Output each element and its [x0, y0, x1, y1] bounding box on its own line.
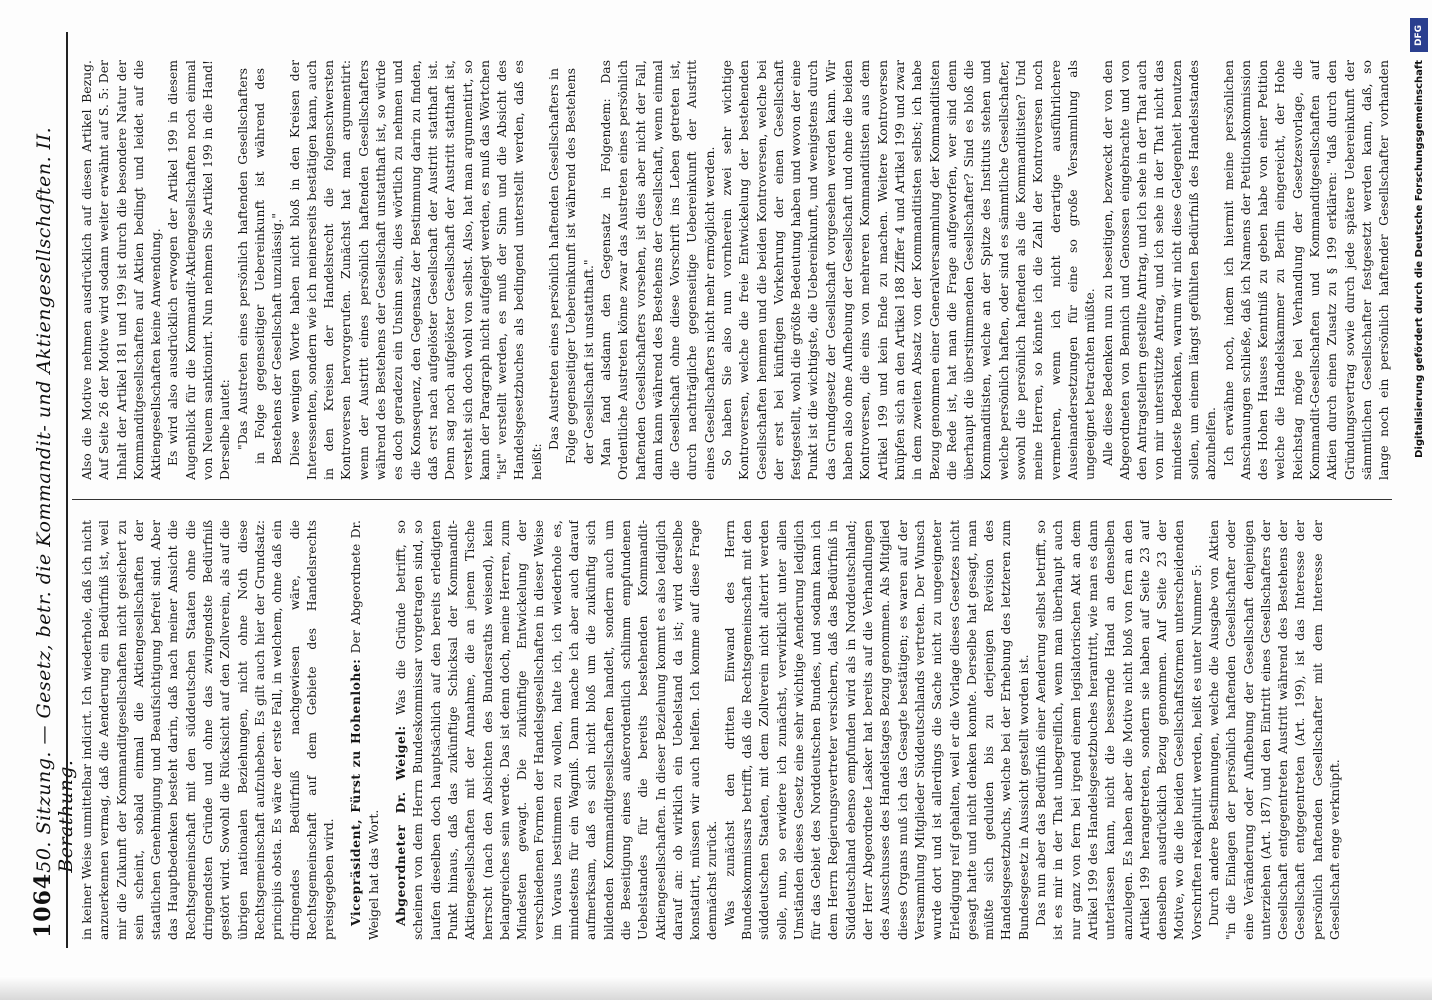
right-paragraph-6: Alle diese Bedenken nun zu beseitigen, bezweckt der von den Abgeordneten von Bennich und Genossen eingebrachte und von den Antragstellern gestellte Antrag, und ich sehe in der That auch von mir unterstützte Antrag, und ich sehe in der That nicht das mindeste Bedenken, warum wir nicht diese Gelegenheit benutzen sollen, um einem längst gefühlten Bedürfniß des Handelsstandes abzuhelfen. [1099, 60, 1219, 480]
running-head: 50. Sitzung. — Gesetz, betr. die Kommandit- und Aktiengesellschaften. II. Berathung. [33, 126, 77, 873]
right-paragraph-1: Also die Motive nehmen ausdrücklich auf diesen Artikel Bezug. Auf Seite 26 der Motive wird sodann weiter erwähnt auf S. 5: Der Inhalt der Artikel 181 und 199 ist durch die besondere Natur der Kommanditgesellschaften auf Aktien bedingt und leidet auf die Aktiengesellschaften keine Anwendung. [79, 60, 164, 480]
vicepresident-paragraph [347, 520, 382, 940]
left-paragraph-3: Was zunächst den dritten Einwand des Herrn Bundeskommissars betrifft, daß die Rechtsgemeinschaft mit den süddeutschen Staaten, mit dem Zollverein nicht alterirt werden solle, nun, so erwidere ich zunächst, verwirklicht unter allen Umständen dieses Gesetz eine sehr wichtige Aenderung lediglich für das Gebiet des Norddeutschen Bundes, und sodann kann ich dem Herrn Regierungsvertreter versichern, daß das Bedürfniß in Süddeutschland ebenso empfunden wird als in Norddeutschland; der Herr Abgeordnete Lasker hat bereits auf die Verhandlungen des Ausschusses des Handelstages Bezug genommen. Als Mitglied dieses Organs muß ich das Gesagte bestätigen; es waren auf der Versammlung Mitglieder Süddeutschlands vertreten. Der Wunsch wurde dort und ist allerdings die Sache nicht zu ungeeigneter Erledigung reif gehalten, weil er die Vorlage dieses Gesetzes nicht gesagt hatte und nicht denken konnte. Derselbe hat gesagt, man müßte sich gedulden bis zu derjenigen Revision des Handelsgesetzbuchs, welche bei der Erhebung des letzteren zum Bundesgesetz in Aussicht gestellt worden ist. [721, 520, 1031, 940]
weigel-paragraph [392, 520, 721, 940]
right-quote-2: Das Austreten eines persönlich haftenden Gesellschafters in Folge gegenseitiger Uebereinkunft ist während des Bestehens der Gesellschaft ist unstatthaft." [546, 68, 596, 464]
right-paragraph-2: Es wird also ausdrücklich erwogen der Artikel 199 in diesem Augenblick für die Kommandit-Aktiengesellschaften noch einmal von Neuem sanktionirt. Nun nehmen Sie Artikel 199 in die Hand! Derselbe lautet: [165, 60, 233, 480]
right-column [78, 60, 1392, 480]
right-paragraph-5: So haben Sie also nun vornherein zwei sehr wichtige Kontroversen, welche die freie Entwickelung der bestehenden Gesellschaften hemmen und die beiden Kontroversen, welche bei der erst bei künftigen Vorkehrung der einen Gesellschaft festgestellt, wohl die größte Bedeutung haben und wovon der eine Punkt ist die wichtigste, die Uebereinkunft, und wenigstens durch das Grundgesetz der Gesellschaft vorgesehen werden kann. Wir haben also ohne Aufhebung der Gesellschaft und ohne die beiden Kontroversen, die eins von mehreren Kommanditisten aus dem Artikel 199 und kein Ende zu machen. Weitere Kontroversen knüpfen sich an den Artikel 188 Ziffer 4 und Artikel 199 und zwar in dem zweiten Absatz von der Kommanditisten selbst; ich habe Bezug genommen einer Generalversammlung der Kommanditisten die Rede ist, hat man die Frage aufgeworfen, wer sind denn überhaupt die überstimmenden Gesellschafter? Sind es bloß die Kommanditisten, welche an der Spitze des Instituts stehen und welche persönlich haften, oder sind es sämmtliche Gesellschafter, sowohl die persönlich haftenden als die Kommanditisten? Und meine Herren, so könnte ich die Zahl der Kontroversen noch vermehren, wenn ich nicht derartige ausführlichere Auseinandersetzungen für eine so große Versammlung als ungeeignet betrachten müßte. [718, 60, 1098, 480]
speaker-vicepresident: Vicepräsident, Fürst zu Hohenlohe: [348, 658, 364, 926]
left-paragraph-4: Das nun aber das Bedürfniß einer Aenderung selbst betrifft, so ist es mir in der That unbegreiflich, wenn man überhaupt auch nur ganz von fern bei irgend einem legislatorischen Akt an dem Artikel 199 des Handelsgesetzbuches herantritt, wie man es dann unterlassen kann, nicht die bessernde Hand an denselben anzulegen. Es haben aber die Motive nicht bloß von fern an den Artikel 199 herangetreten, sondern sie haben auf Seite 23 auf denselben ausdrücklich Bezug genommen. Auf Seite 23 der Motive, wo die die beiden Gesellschaftsformen unterscheidenden Vorschriften rekapitulirt werden, heißt es unter Nummer 5: [1033, 520, 1204, 940]
header-rule [66, 32, 68, 948]
scan-edge-shadow [0, 976, 1432, 1000]
weigel-text: Was die Gründe betrifft, so scheinen von dem Herrn Bundeskommissar vorgetragen sind, so laufen dieselben doch hauptsächlich auf den bereits erledigten Punkt hinaus, daß das zukünftige Schicksal der Kommandit-Aktiengesellschaften mit der Annahme, die an jenem Tische herrscht (nach den Absichten des Bundesraths weisend), kein belangreiches sein werde. Das ist denn doch, meine Herren, zum Mindesten gewagt. Die zukünftige Entwickelung der verschiedenen Formen der Handelsgesellschaften in dieser Weise im Voraus bestimmen zu wollen, halte ich, ich wiederhole es, mindestens für ein Wagniß. Dann mache ich aber auch darauf aufmerksam, daß es sich nicht bloß um die zukünftig sich bildenden Kommanditgesellschaften handelt, sondern auch um die Beseitigung eines außerordentlich schlimm empfundenen Uebelstandes für die bereits bestehenden Kommandit-Aktiengesellschaften. In dieser Beziehung kommt es also lediglich darauf an: ob wirklich ein Uebelstand da ist; wird derselbe konstatirt, müssen wir auch helfen. Ich komme auf diese Frage demnächst zurück. [393, 520, 720, 940]
page-number: 1064 [30, 872, 56, 938]
right-quote-1: "Das Austreten eines persönlich haftenden Gesellschafters in Folge gegenseitiger Uebereinkunft ist während des Bestehens der Gesellschaft unzulässig." [234, 68, 285, 464]
funding-credit [1408, 18, 1430, 978]
page-header [30, 40, 77, 938]
dfg-logo-icon: DFG [1410, 18, 1428, 52]
right-paragraph-4: Man fand alsdann den Gegensatz in Folgendem: Das Ordentliche Austreten könne zwar das Austreten eines persönlich haftenden Gesellschafters vorsehen, ist dies aber nicht der Fall, dann kann während des Bestehens der Gesellschaft, wenn einmal die Gesellschaft ohne diese Vorschrift ins Leben getreten ist, durch nachträgliche gegenseitige Uebereinkunft der Austritt eines Gesellschafters nicht mehr ermöglicht werden. [597, 60, 717, 480]
right-paragraph-7: Ich erwähne noch, indem ich hiermit meine persönlichen Anschauungen schließe, daß ich Namens der Petitionskommission des Hohen Hauses Kenntniß zu geben habe von einer Petition welche die Handelskammer zu Berlin eingereicht, der Hohe Reichstag möge bei Verhandlung der Gesetzesvorlage, die Kommandit-Gesellschaften und Kommanditgesellschaften auf Aktien durch einen Zusatz zu § 199 erklären: "daß durch den Gründungsvertrag sowie durch jede spätere Uebereinkunft der sämmtlichen Gesellschafter festgesetzt werden kann, daß, so lange noch ein persönlich haftender Gesellschafter vorhanden [1220, 60, 1392, 480]
left-paragraph-1: in keiner Weise unmittelbar indicirt. Ich wiederhole, daß ich nicht anzuerkennen vermag, daß die Aenderung ein Bedürfniß ist, weil mir die Zukunft der Kommanditgesellschaften nicht gesichert zu sein scheint, sobald einmal die Aktiengesellschaften der staatlichen Genehmigung und Beaufsichtigung befreit sind. Aber das Hauptbedenken besteht darin, daß nach meiner Ansicht die Rechtsgemeinschaft mit den süddeutschen Staaten ohne die dringendsten Gründe und ohne das zwingendste Bedürfniß gestört wird. Sowohl die Rücksicht auf den Zollverein, als auf die übrigen nationalen Beziehungen, nicht ohne Noth diese Rechtsgemeinschaft aufzuheben. Es gilt auch hier der Grundsatz: principiis obsta. Es wäre der erste Fall, in welchem, ohne daß ein dringendes Bedürfniß nachgewiesen wäre, die Rechtsgemeinschaft auf dem Gebiete des Handelsrechts preisgegeben wird. [79, 520, 337, 940]
credit-text: Digitalisierung gefördert durch die Deutsche Forschungsgemeinschaft [1413, 60, 1425, 458]
vicepresident-text: Der Abgeordnete Dr. Weigel hat das Wort. [348, 520, 381, 940]
left-column [78, 520, 1392, 940]
column-divider [72, 499, 1392, 500]
left-paragraph-5: Durch andere Bestimmungen, welche die Ausgabe von Aktien "in die Einlagen der persönlich haftenden Gesellschafter oder eine Veränderung oder Aufhebung der Gesellschaft denjenigen unterziehen (Art. 187) und den Eintritt eines Gesellschafters der Gesellschaft entgegentreten Austritt während des Bestehens der Gesellschaft entgegentreten (Art. 199), ist das Interesse der persönlich haftenden Gesellschafter mit dem Interesse der Gesellschaft enge verknüpft. [1206, 520, 1343, 940]
speaker-weigel: Abgeordneter Dr. Weigel: [393, 725, 409, 926]
right-paragraph-3: Diese wenigen Worte haben nicht bloß in den Kreisen der Interessenten, sondern wie ich meinerseits bestätigen kann, auch in den Kreisen der Handelsrecht die folgenschwersten Kontroversen hervorgerufen. Zunächst hat man argumentirt: wenn der Austritt eines persönlich haftenden Gesellschafters während des Bestehens der Gesellschaft unstatthaft ist, so würde es doch geradezu ein Unsinn sein, dies wörtlich zu nehmen und die Konsequenz, den Gegensatz der Bestimmung darin zu finden, daß erst nach aufgelöster Gesellschaft der Austritt statthaft ist. Denn sag noch aufgelöster Gesellschaft der Austritt statthaft ist, versteht sich doch wohl von selbst. Also, hat man argumentirt, so kann der Paragraph nicht aufgelegt werden, es muß das Wörtchen "ist" verstellt werden, es muß der Sinn und die Absicht des Handelsgesetzbuches als bedingend unterstellt werden, daß es heißt: [286, 60, 544, 480]
